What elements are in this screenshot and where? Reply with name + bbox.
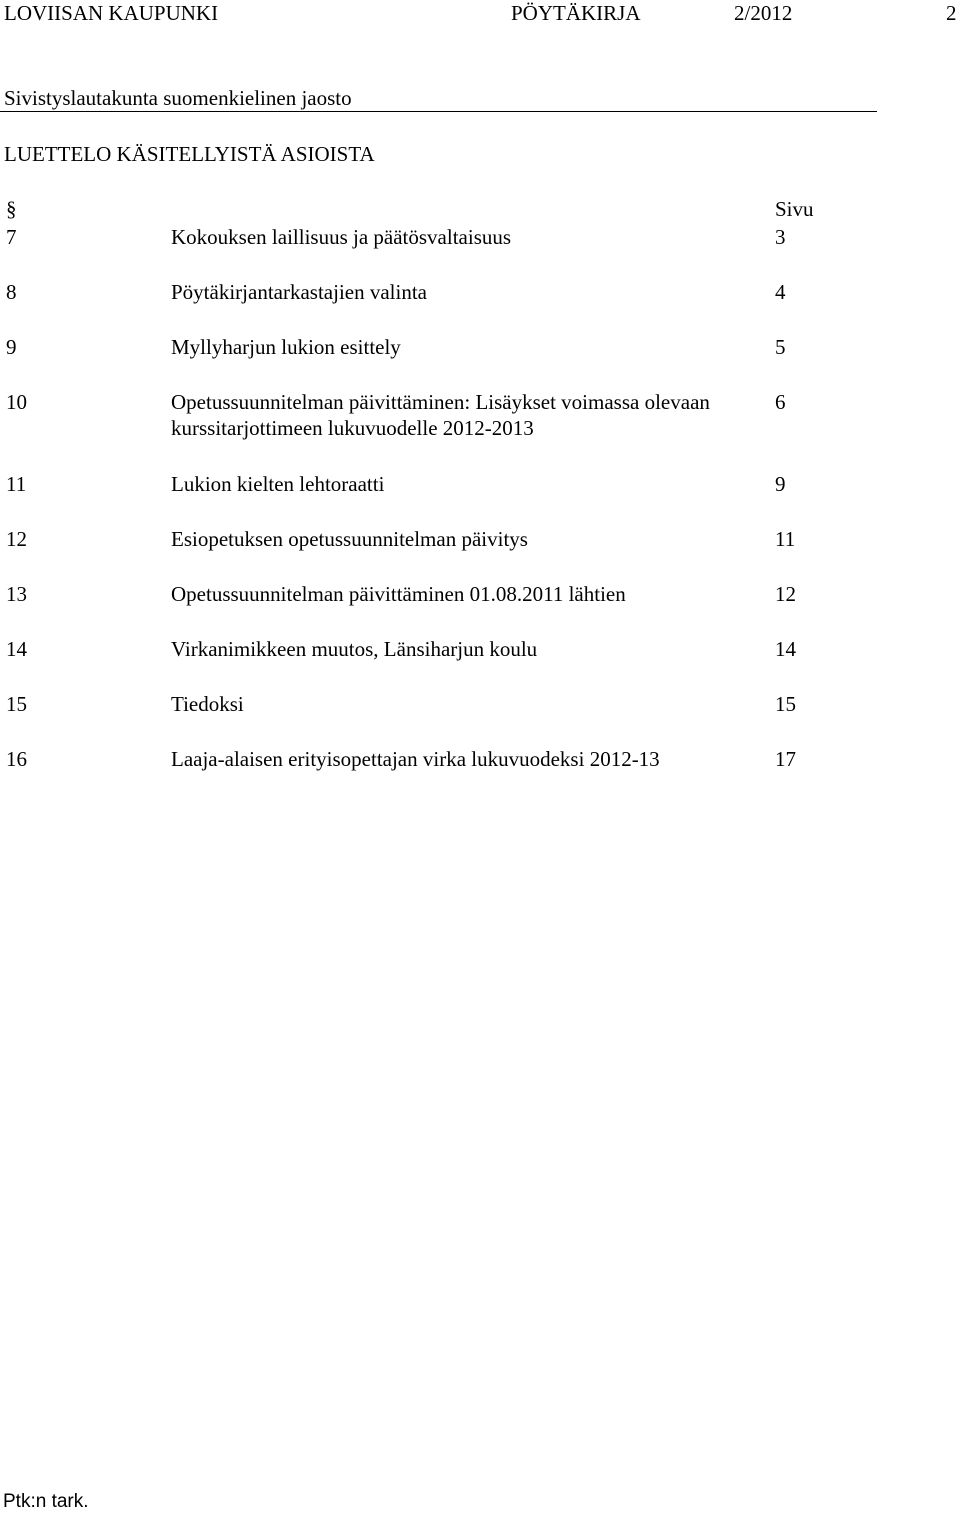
- item-number: 8: [6, 280, 17, 304]
- document-number: 2/2012: [734, 1, 793, 25]
- item-page: 5: [775, 335, 786, 359]
- item-page: 9: [775, 472, 786, 496]
- item-page: 12: [775, 582, 796, 606]
- organization-name: LOVIISAN KAUPUNKI: [4, 1, 219, 25]
- item-number: 14: [6, 637, 27, 661]
- item-number: 9: [6, 335, 17, 359]
- item-number: 7: [6, 225, 17, 249]
- document-type: PÖYTÄKIRJA: [511, 1, 641, 25]
- list-item: [0, 584, 960, 610]
- item-number: 13: [6, 582, 27, 606]
- page-column-header: Sivu: [775, 197, 814, 221]
- list-item: [0, 639, 960, 665]
- list-title: LUETTELO KÄSITELLYISTÄ ASIOISTA: [4, 142, 375, 166]
- item-page: 6: [775, 390, 786, 414]
- list-item: [0, 392, 960, 444]
- divider-rule: [0, 111, 877, 112]
- item-title: Virkanimikkeen muutos, Länsiharjun koulu: [171, 637, 538, 661]
- list-item: [0, 474, 960, 500]
- item-page: 4: [775, 280, 786, 304]
- item-title: Myllyharjun lukion esittely: [171, 335, 401, 359]
- list-item: [0, 529, 960, 555]
- item-number: 11: [6, 472, 27, 496]
- committee-name: Sivistyslautakunta suomenkielinen jaosto: [4, 86, 352, 110]
- item-page: 14: [775, 637, 796, 661]
- item-number: 16: [6, 747, 27, 771]
- list-item: [0, 282, 960, 308]
- section-symbol-header: §: [6, 197, 17, 221]
- item-page: 15: [775, 692, 796, 716]
- item-page: 3: [775, 225, 786, 249]
- item-number: 10: [6, 390, 27, 414]
- item-title-continuation: kurssitarjottimeen lukuvuodelle 2012-2013: [171, 416, 534, 440]
- list-item: [0, 227, 960, 253]
- list-item: [0, 749, 960, 775]
- item-number: 12: [6, 527, 27, 551]
- item-title: Esiopetuksen opetussuunnitelman päivitys: [171, 527, 528, 551]
- item-title: Kokouksen laillisuus ja päätösvaltaisuus: [171, 225, 512, 249]
- item-title: Laaja-alaisen erityisopettajan virka lukuvuodeksi 2012-13: [171, 747, 660, 771]
- item-page: 11: [775, 527, 796, 551]
- item-title: Opetussuunnitelman päivittäminen 01.08.2011 lähtien: [171, 582, 626, 606]
- minutes-checker-note: Ptk:n tark.: [3, 1491, 89, 1512]
- item-title: Pöytäkirjantarkastajien valinta: [171, 280, 427, 304]
- item-title: Opetussuunnitelman päivittäminen: Lisäykset voimassa olevaan: [171, 390, 710, 414]
- list-item: [0, 694, 960, 720]
- item-title: Tiedoksi: [171, 692, 244, 716]
- list-item: [0, 337, 960, 363]
- item-page: 17: [775, 747, 796, 771]
- item-number: 15: [6, 692, 27, 716]
- page-number: 2: [946, 1, 957, 25]
- item-title: Lukion kielten lehtoraatti: [171, 472, 385, 496]
